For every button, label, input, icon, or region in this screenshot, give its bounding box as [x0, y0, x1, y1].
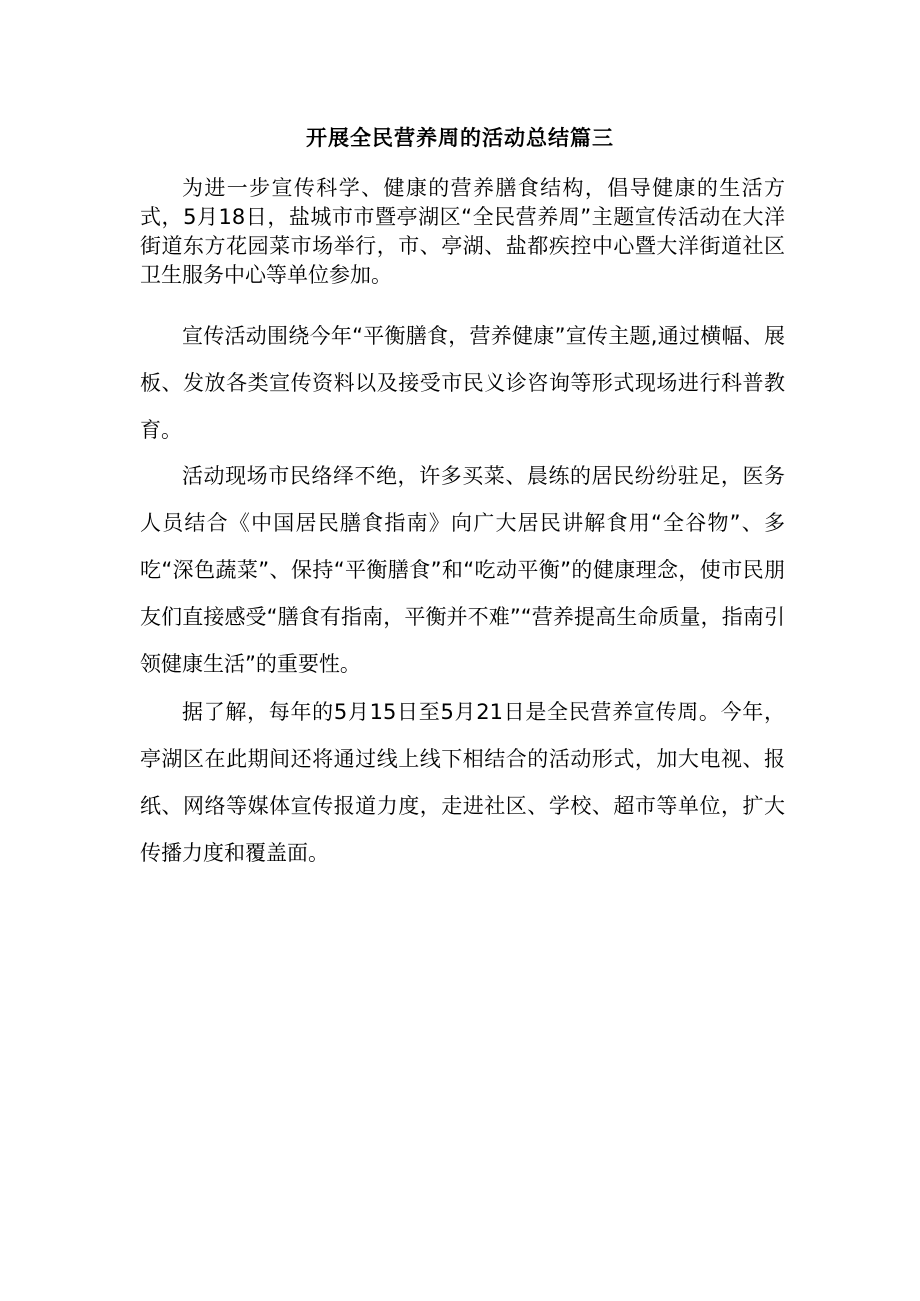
- paragraph-3: 活动现场市民络绎不绝，许多买菜、晨练的居民纷纷驻足，医务人员结合《中国居民膳食指南》向广大居民讲解食用“全谷物”、多吃“深色蔬菜”、保持“平衡膳食”和“吃动平衡”的健康理念，使市民朋友们直接感受“膳食有指南，平衡并不难”“营养提高生命质量，指南引领健康生活”的重要性。: [140, 464, 785, 676]
- document-title: 开展全民营养周的活动总结篇三: [306, 126, 614, 150]
- paragraph-2: 宣传活动围绕今年“平衡膳食，营养健康”宣传主题,通过横幅、展板、发放各类宣传资料以及接受市民义诊咨询等形式现场进行科普教育。: [140, 324, 785, 442]
- paragraph-4: 据了解，每年的5月15日至5月21日是全民营养宣传周。今年，亭湖区在此期间还将通过线上线下相结合的活动形式，加大电视、报纸、网络等媒体宣传报道力度，走进社区、学校、超市等单位，扩大传播力度和覆盖面。: [140, 700, 785, 865]
- paragraph-1: 为进一步宣传科学、健康的营养膳食结构，倡导健康的生活方式，5月18日，盐城市市暨亭湖区“全民营养周”主题宣传活动在大洋街道东方花园菜市场举行，市、亭湖、盐都疾控中心暨大洋街道社区卫生服务中心等单位参加。: [140, 176, 785, 287]
